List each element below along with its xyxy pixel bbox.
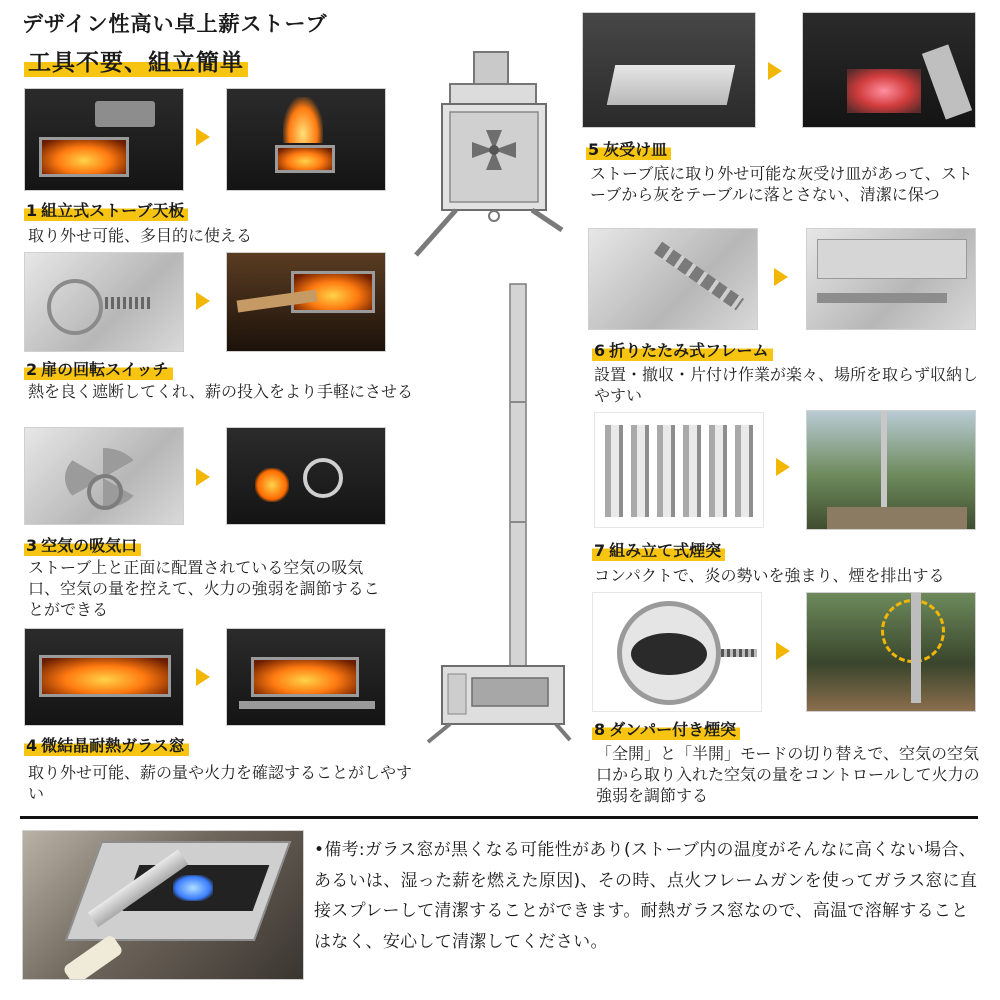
feature-3-number: 3 — [26, 536, 38, 555]
section-divider — [20, 816, 978, 819]
arrow-right-icon — [776, 642, 790, 660]
feature-2-photo-after — [226, 252, 386, 352]
feature-7-number: 7 — [594, 541, 606, 560]
feature-4-label — [24, 733, 189, 756]
feature-3-title: 空気の吸気口 — [41, 536, 138, 555]
feature-4-photo-after — [226, 628, 386, 726]
feature-8-desc: 「全開」と「半開」モードの切り替えで、空気の空気口から取り入れた空気の量をコントロールして火力の強弱を調節する — [596, 744, 980, 805]
arrow-right-icon — [196, 128, 210, 146]
feature-6-photo-after — [806, 228, 976, 330]
feature-2-label — [24, 357, 173, 380]
arrow-right-icon — [196, 292, 210, 310]
feature-1-label — [24, 198, 188, 221]
feature-2-number: 2 — [26, 360, 38, 379]
feature-8-photo-after — [806, 592, 976, 712]
feature-5-photo-after — [802, 12, 976, 128]
feature-6-title: 折りたたみ式フレーム — [609, 341, 769, 360]
arrow-right-icon — [196, 668, 210, 686]
feature-7-desc: コンパクトで、炎の勢いを強まり、煙を排出する — [594, 566, 945, 585]
note-text — [314, 835, 984, 957]
page-title: デザイン性高い卓上薪ストーブ — [22, 12, 328, 36]
feature-3-desc: ストーブ上と正面に配置されている空気の吸気口、空気の量を控えて、火力の強弱を調節することができる — [28, 558, 380, 619]
feature-4-desc: 取り外せ可能、薪の量や火力を確認することがしやすい — [28, 763, 413, 803]
page-subtitle: 工具不要、組立簡単 — [24, 44, 248, 77]
feature-2-photo-before — [24, 252, 184, 352]
feature-1-number: 1 — [26, 201, 38, 220]
feature-5-label — [586, 137, 671, 160]
feature-6-number: 6 — [594, 341, 606, 360]
feature-7-label — [592, 538, 725, 561]
feature-7-photo-after — [806, 410, 976, 530]
feature-3-photo-before — [24, 427, 184, 525]
feature-4-photo-before — [24, 628, 184, 726]
arrow-right-icon — [774, 268, 788, 286]
feature-5-title: 灰受け皿 — [603, 140, 668, 159]
feature-6-desc: 設置・撤収・片付け作業が楽々、場所を取らず収納しやすい — [594, 365, 979, 405]
arrow-right-icon — [196, 468, 210, 486]
feature-1-photo-after — [226, 88, 386, 191]
feature-8-label — [592, 717, 740, 740]
feature-8-title: ダンパー付き煙突 — [609, 720, 737, 739]
feature-7-photo-before — [594, 412, 764, 528]
note-photo-torch-cleaning — [22, 830, 304, 980]
feature-6-label — [592, 338, 773, 361]
note-bullet: • — [314, 840, 325, 860]
feature-7-title: 組み立て式煙突 — [609, 541, 722, 560]
arrow-right-icon — [776, 458, 790, 476]
feature-5-number: 5 — [588, 140, 600, 159]
feature-5-desc: ストーブ底に取り外せ可能な灰受け皿があって、ストーブから灰をテーブルに落とさない、清潔に保つ — [590, 164, 973, 204]
feature-2-desc: 熱を良く遮断してくれ、薪の投入をより手軽にさせる — [28, 382, 413, 401]
feature-5-photo-before — [582, 12, 756, 128]
feature-6-photo-before — [588, 228, 758, 330]
feature-4-number: 4 — [26, 736, 38, 755]
feature-3-label — [24, 533, 141, 556]
feature-4-title: 微結晶耐熱ガラス窓 — [41, 736, 185, 755]
feature-1-desc: 取り外せ可能、多目的に使える — [28, 226, 253, 245]
feature-8-number: 8 — [594, 720, 606, 739]
feature-8-photo-before — [592, 592, 762, 712]
stove-box-illustration — [412, 50, 572, 260]
note-body: 備考:ガラス窓が黒くなる可能性があり(ストーブ内の温度がそんなに高くない場合、あるいは、湿った薪を燃えた原因)、その時、点火フレームガンを使ってガラス窓に直接スプレーして清潔することができます。耐熱ガラス窓なので、高温で溶解することはなく、安心して清潔してください。 — [314, 840, 978, 952]
stove-with-chimney-illustration — [424, 282, 574, 744]
arrow-right-icon — [768, 62, 782, 80]
feature-1-title: 組立式ストーブ天板 — [41, 201, 185, 220]
feature-1-photo-before — [24, 88, 184, 191]
feature-3-photo-after — [226, 427, 386, 525]
feature-2-title: 扉の回転スイッチ — [41, 360, 169, 379]
